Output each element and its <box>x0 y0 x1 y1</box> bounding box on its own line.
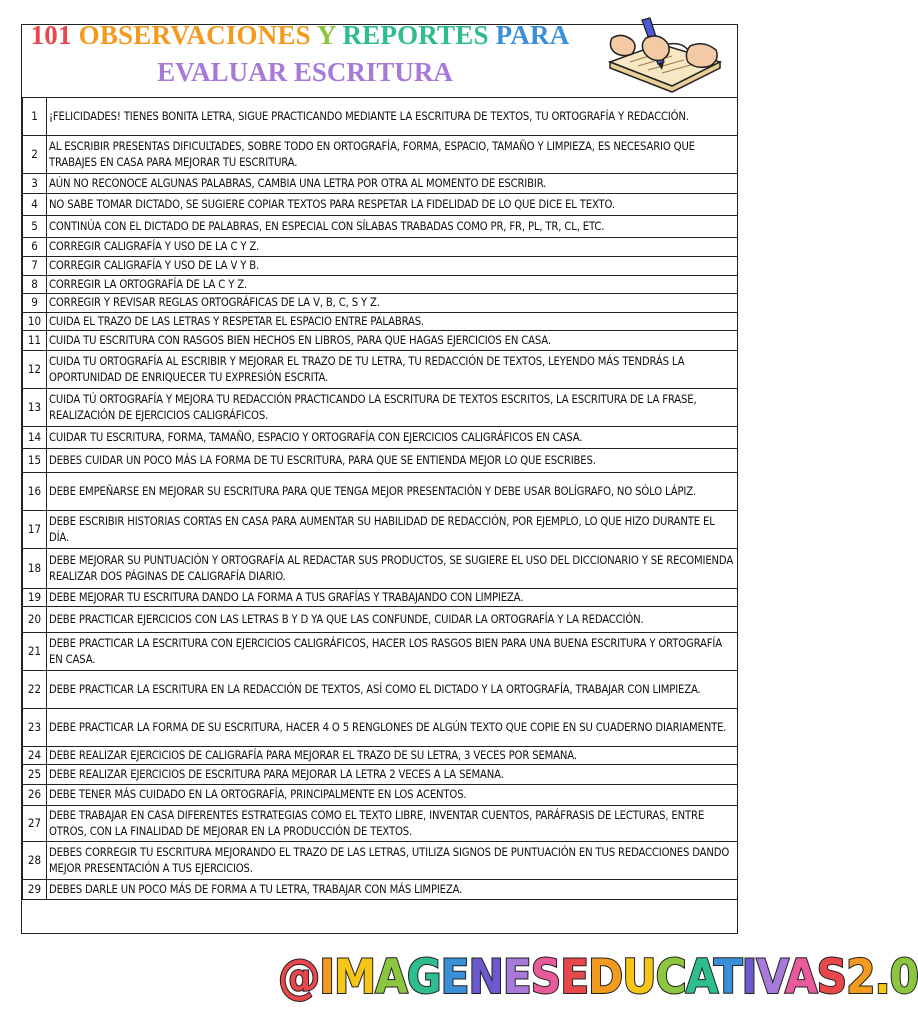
observation-text: CUIDA TÚ ORTOGRAFÍA Y MEJORA TU REDACCIÓN PRACTICANDO LA ESCRITURA DE TEXTOS ESCRITOS, LA ESCRITURA DE LA FRASE, REALIZACIÓN DE EJERCICIOS CALIGRÁFICOS. <box>47 389 738 427</box>
observation-text: DEBES CUIDAR UN POCO MÁS LA FORMA DE TU ESCRITURA, PARA QUE SE ENTIENDA MEJOR LO QUE ESCRIBES. <box>47 449 738 473</box>
observation-text: DEBE PRACTICAR EJERCICIOS CON LAS LETRAS B Y D YA QUE LAS CONFUNDE, CUIDAR LA ORTOGRAFÍA Y LA REDACCIÓN. <box>47 607 738 633</box>
table-row <box>23 589 738 607</box>
page-title-line-2: EVALUAR ESCRITURA <box>157 57 453 87</box>
observation-text: CUIDA TU ESCRITURA CON RASGOS BIEN HECHOS EN LIBROS, PARA QUE HAGAS EJERCICIOS EN CASA. <box>47 331 738 351</box>
table-row <box>23 389 738 427</box>
observation-text: DEBE MEJORAR TU ESCRITURA DANDO LA FORMA A TUS GRAFÍAS Y TRABAJANDO CON LIMPIEZA. <box>47 589 738 607</box>
writing-hand-illustration <box>602 16 724 94</box>
observation-text: DEBE TENER MÁS CUIDADO EN LA ORTOGRAFÍA, PRINCIPALMENTE EN LOS ACENTOS. <box>47 785 738 806</box>
table-row <box>23 331 738 351</box>
row-number: 25 <box>23 765 47 785</box>
row-number: 10 <box>23 313 47 331</box>
observation-text: AÚN NO RECONOCE ALGUNAS PALABRAS, CAMBIA UNA LETRA POR OTRA AL MOMENTO DE ESCRIBIR. <box>47 174 738 194</box>
row-number: 2 <box>23 136 47 174</box>
title-word: PARA <box>495 20 570 50</box>
table-row <box>23 880 738 900</box>
table-row <box>23 449 738 473</box>
title-word: 101 <box>30 20 79 50</box>
table-row <box>23 473 738 511</box>
table-row <box>23 351 738 389</box>
observation-text: DEBE TRABAJAR EN CASA DIFERENTES ESTRATEGIAS COMO EL TEXTO LIBRE, INVENTAR CUENTOS, PARÁFRASIS DE LECTURAS, ENTRE OTROS, CON LA FINALIDAD DE MEJORAR EN LA PRODUCCIÓN DE TEXTOS. <box>47 806 738 842</box>
row-number: 28 <box>23 842 47 880</box>
table-row <box>23 294 738 313</box>
table-row <box>23 174 738 194</box>
row-number: 21 <box>23 633 47 671</box>
observation-text: DEBE REALIZAR EJERCICIOS DE ESCRITURA PARA MEJORAR LA LETRA 2 VECES A LA SEMANA. <box>47 765 738 785</box>
table-row <box>23 671 738 709</box>
observation-text: AL ESCRIBIR PRESENTAS DIFICULTADES, SOBRE TODO EN ORTOGRAFÍA, FORMA, ESPACIO, TAMAÑO Y LIMPIEZA, ES NECESARIO QUE TRABAJES EN CASA PARA MEJORAR TU ESCRITURA. <box>47 136 738 174</box>
row-number: 16 <box>23 473 47 511</box>
table-row <box>23 511 738 549</box>
title-word: Y <box>316 20 343 50</box>
row-number: 19 <box>23 589 47 607</box>
observation-text: CUIDAR TU ESCRITURA, FORMA, TAMAÑO, ESPACIO Y ORTOGRAFÍA CON EJERCICIOS CALIGRÁFICOS EN CASA. <box>47 427 738 449</box>
row-number: 22 <box>23 671 47 709</box>
table-row <box>23 136 738 174</box>
table-row <box>23 216 738 238</box>
row-number: 18 <box>23 549 47 589</box>
observation-text: DEBE PRACTICAR LA FORMA DE SU ESCRITURA, HACER 4 O 5 RENGLONES DE ALGÚN TEXTO QUE COPIE EN SU CUADERNO DIARIAMENTE. <box>47 709 738 747</box>
row-number: 27 <box>23 806 47 842</box>
observation-text: DEBE PRACTICAR LA ESCRITURA EN LA REDACCIÓN DE TEXTOS, ASÍ COMO EL DICTADO Y LA ORTOGRAFÍA, TRABAJAR CON LIMPIEZA. <box>47 671 738 709</box>
observation-text: DEBE REALIZAR EJERCICIOS DE CALIGRAFÍA PARA MEJORAR EL TRAZO DE SU LETRA, 3 VECES POR SEMANA. <box>47 747 738 765</box>
row-number: 5 <box>23 216 47 238</box>
observation-text: DEBES DARLE UN POCO MÁS DE FORMA A TU LETRA, TRABAJAR CON MÁS LIMPIEZA. <box>47 880 738 900</box>
row-number: 26 <box>23 785 47 806</box>
table-row <box>23 276 738 294</box>
observation-text: DEBE ESCRIBIR HISTORIAS CORTAS EN CASA PARA AUMENTAR SU HABILIDAD DE REDACCIÓN, POR EJEMPLO, LO QUE HIZO DURANTE EL DÍA. <box>47 511 738 549</box>
observation-text: ¡FELICIDADES! TIENES BONITA LETRA, SIGUE PRACTICANDO MEDIANTE LA ESCRITURA DE TEXTOS, TU ORTOGRAFÍA Y REDACCIÓN. <box>47 98 738 136</box>
table-row <box>23 194 738 216</box>
observation-text: CORREGIR CALIGRAFÍA Y USO DE LA V Y B. <box>47 257 738 276</box>
row-number: 17 <box>23 511 47 549</box>
watermark-text: @IMAGENESEDUCATIVAS2.0 <box>278 950 918 1005</box>
table-row <box>23 747 738 765</box>
observation-text: DEBE PRACTICAR LA ESCRITURA CON EJERCICIOS CALIGRÁFICOS, HACER LOS RASGOS BIEN PARA UNA BUENA ESCRITURA Y ORTOGRAFÍA EN CASA. <box>47 633 738 671</box>
observation-text: DEBES CORREGIR TU ESCRITURA MEJORANDO EL TRAZO DE LAS LETRAS, UTILIZA SIGNOS DE PUNTUACIÓN EN TUS REDACCIONES DANDO MEJOR PRESENTACIÓN A TUS EJERCICIOS. <box>47 842 738 880</box>
page-title <box>0 20 600 51</box>
table-row <box>23 765 738 785</box>
row-number: 23 <box>23 709 47 747</box>
row-number: 7 <box>23 257 47 276</box>
table-row <box>23 607 738 633</box>
observation-text: CONTINÚA CON EL DICTADO DE PALABRAS, EN ESPECIAL CON SÍLABAS TRABADAS COMO PR, FR, PL, TR, CL, ETC. <box>47 216 738 238</box>
table-row <box>23 633 738 671</box>
observations-table <box>22 97 738 900</box>
row-number: 8 <box>23 276 47 294</box>
row-number: 4 <box>23 194 47 216</box>
title-word: OBSERVACIONES <box>78 20 317 50</box>
row-number: 24 <box>23 747 47 765</box>
title-word: REPORTES <box>342 20 496 50</box>
observation-text: CUIDA EL TRAZO DE LAS LETRAS Y RESPETAR EL ESPACIO ENTRE PALABRAS. <box>47 313 738 331</box>
table-row <box>23 313 738 331</box>
observation-text: CORREGIR CALIGRAFÍA Y USO DE LA C Y Z. <box>47 238 738 257</box>
row-number: 9 <box>23 294 47 313</box>
watermark-handle <box>278 948 918 1008</box>
row-number: 15 <box>23 449 47 473</box>
observation-text: DEBE EMPEÑARSE EN MEJORAR SU ESCRITURA PARA QUE TENGA MEJOR PRESENTACIÓN Y DEBE USAR BOLÍGRAFO, NO SÓLO LÁPIZ. <box>47 473 738 511</box>
observation-text: CORREGIR Y REVISAR REGLAS ORTOGRÁFICAS DE LA V, B, C, S Y Z. <box>47 294 738 313</box>
table-row <box>23 806 738 842</box>
row-number: 11 <box>23 331 47 351</box>
table-row <box>23 257 738 276</box>
table-row <box>23 785 738 806</box>
row-number: 29 <box>23 880 47 900</box>
table-row <box>23 238 738 257</box>
table-row <box>23 709 738 747</box>
row-number: 1 <box>23 98 47 136</box>
row-number: 14 <box>23 427 47 449</box>
table-row <box>23 427 738 449</box>
table-row <box>23 842 738 880</box>
row-number: 13 <box>23 389 47 427</box>
observation-text: CUIDA TU ORTOGRAFÍA AL ESCRIBIR Y MEJORAR EL TRAZO DE TU LETRA, TU REDACCIÓN DE TEXTOS, LEYENDO MÁS TENDRÁS LA OPORTUNIDAD DE ENRIQUECER TU EXPRESIÓN ESCRITA. <box>47 351 738 389</box>
observation-text: CORREGIR LA ORTOGRAFÍA DE LA C Y Z. <box>47 276 738 294</box>
row-number: 20 <box>23 607 47 633</box>
observation-text: NO SABE TOMAR DICTADO, SE SUGIERE COPIAR TEXTOS PARA RESPETAR LA FIDELIDAD DE LO QUE DICE EL TEXTO. <box>47 194 738 216</box>
table-row <box>23 98 738 136</box>
row-number: 3 <box>23 174 47 194</box>
table-row <box>23 549 738 589</box>
row-number: 6 <box>23 238 47 257</box>
observation-text: DEBE MEJORAR SU PUNTUACIÓN Y ORTOGRAFÍA AL REDACTAR SUS PRODUCTOS, SE SUGIERE EL USO DEL DICCIONARIO Y SE RECOMIENDA REALIZAR DOS PÁGINAS DE CALIGRAFÍA DIARIO. <box>47 549 738 589</box>
row-number: 12 <box>23 351 47 389</box>
